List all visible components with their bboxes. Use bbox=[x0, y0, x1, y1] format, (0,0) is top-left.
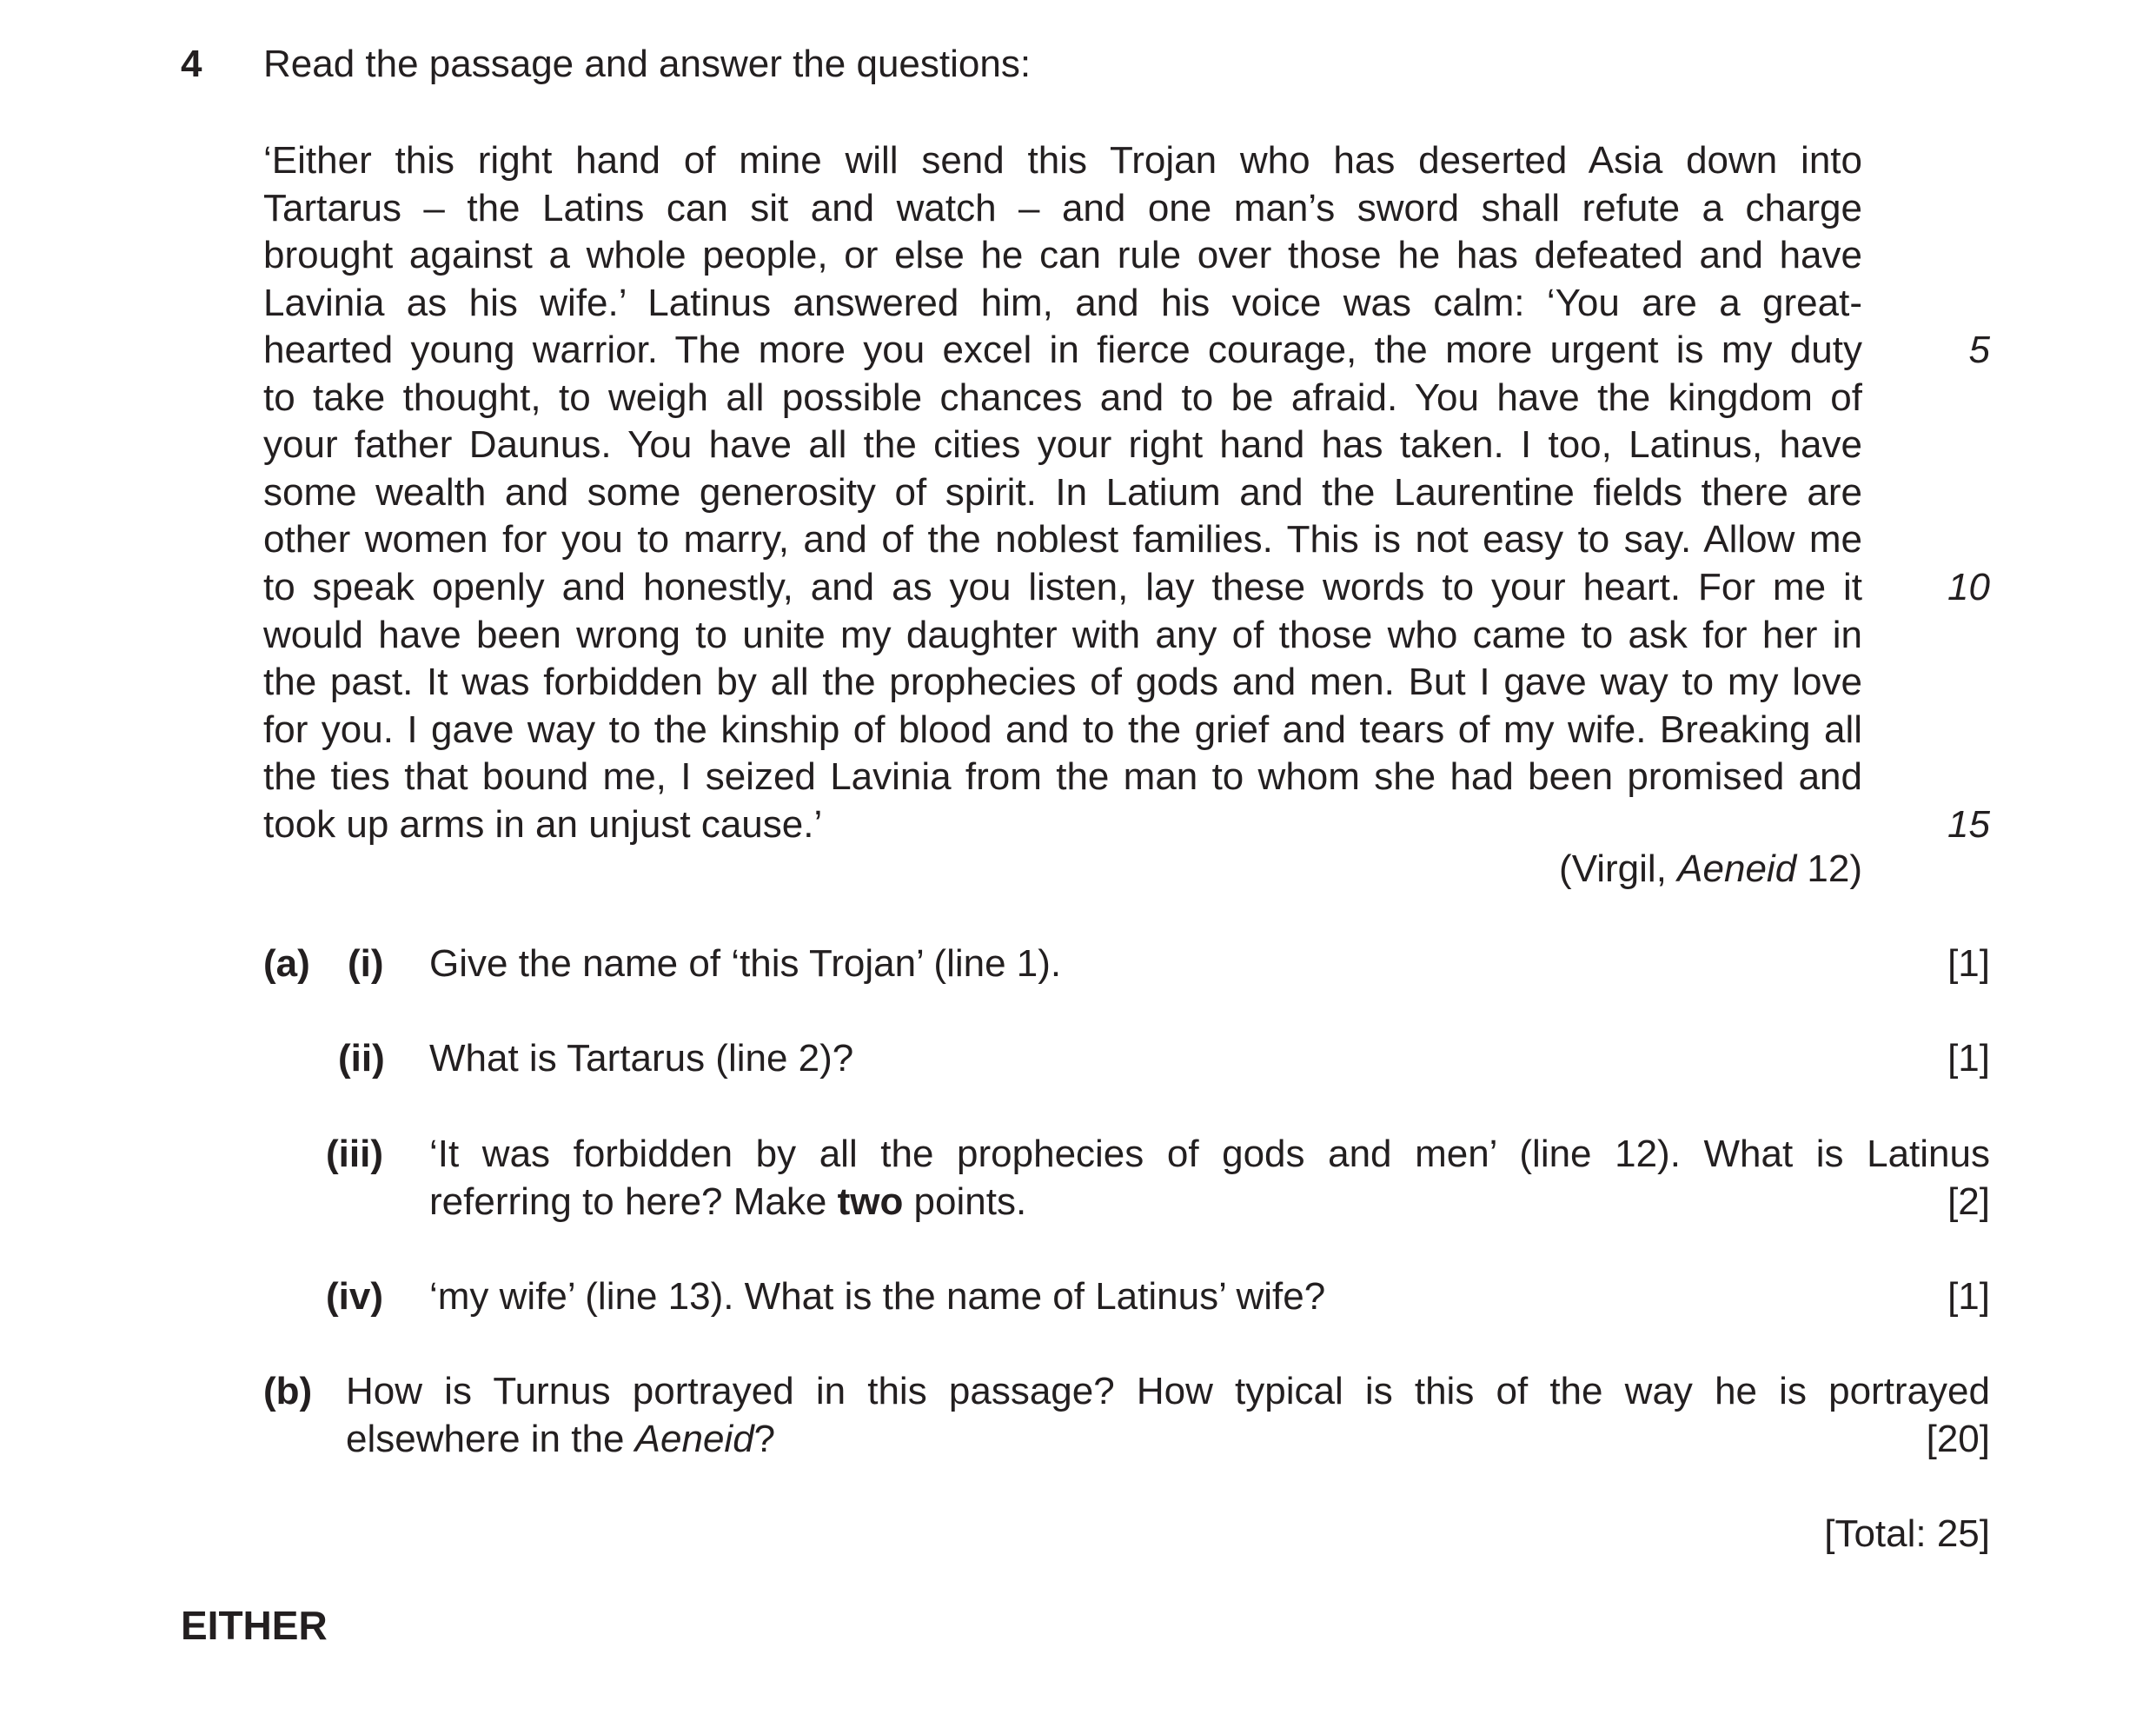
passage-line-6: to take thought, to weigh all possible chances and to be afraid. You have the kingdom of bbox=[263, 376, 1862, 419]
passage-line-1: ‘Either this right hand of mine will send this Trojan who has deserted Asia down into bbox=[263, 139, 1862, 182]
either-heading: EITHER bbox=[181, 1603, 328, 1648]
part-b-work: Aeneid bbox=[634, 1418, 754, 1460]
passage-line-7: your father Daunus. You have all the cities your right hand has taken. I too, Latinus, have bbox=[263, 423, 1862, 466]
part-a-ii-mark: [1] bbox=[1947, 1037, 1990, 1080]
part-a-iii-mark: [2] bbox=[1947, 1180, 1990, 1223]
passage-line-11: would have been wrong to unite my daughter with any of those who came to ask for her in bbox=[263, 614, 1862, 656]
part-a-label: (a) bbox=[263, 942, 310, 985]
part-b-label: (b) bbox=[263, 1370, 313, 1412]
part-b-text-line2 bbox=[346, 1415, 775, 1463]
part-a-iii-text-line1: ‘It was forbidden by all the prophecies of gods and men’ (line 12). What is Latinus bbox=[429, 1133, 1990, 1175]
passage-line-3: brought against a whole people, or else he can rule over those he has defeated and have bbox=[263, 234, 1862, 276]
line-number-15: 15 bbox=[1947, 803, 1990, 846]
part-b-prefix: elsewhere in the bbox=[346, 1418, 635, 1460]
part-a-iii-label: (iii) bbox=[326, 1133, 383, 1175]
passage-line-5: hearted young warrior. The more you excel in fierce courage, the more urgent is my duty bbox=[263, 329, 1862, 371]
part-a-iv-text: ‘my wife’ (line 13). What is the name of Latinus’ wife? bbox=[429, 1275, 1326, 1318]
part-a-ii-text: What is Tartarus (line 2)? bbox=[429, 1037, 854, 1080]
passage-line-2: Tartarus – the Latins can sit and watch – and one man’s sword shall refute a charge bbox=[263, 187, 1862, 229]
total-marks: [Total: 25] bbox=[1824, 1512, 1990, 1555]
part-a-iii-suffix: points. bbox=[903, 1180, 1027, 1223]
passage-line-13: for you. I gave way to the kinship of blood and to the grief and tears of my wife. Breaking all bbox=[263, 708, 1862, 751]
part-a-ii-label: (ii) bbox=[338, 1037, 385, 1080]
part-a-i-label: (i) bbox=[348, 942, 384, 985]
part-a-i-text: Give the name of ‘this Trojan’ (line 1). bbox=[429, 942, 1062, 985]
question-number: 4 bbox=[181, 43, 202, 85]
source-suffix: 12) bbox=[1796, 847, 1862, 890]
part-b-suffix: ? bbox=[753, 1418, 776, 1460]
passage-line-9: other women for you to marry, and of the noblest families. This is not easy to say. Allow me bbox=[263, 518, 1862, 561]
part-a-iii-prefix: referring to here? Make bbox=[429, 1180, 838, 1223]
part-a-iv-label: (iv) bbox=[326, 1275, 383, 1318]
passage-line-15: took up arms in an unjust cause.’ bbox=[263, 803, 823, 846]
line-number-5: 5 bbox=[1968, 329, 1990, 371]
part-b-mark: [20] bbox=[1926, 1418, 1990, 1460]
part-b-text-line1: How is Turnus portrayed in this passage? How typical is this of the way he is portrayed bbox=[346, 1370, 1990, 1412]
question-intro: Read the passage and answer the questions: bbox=[263, 43, 1032, 85]
source-work: Aeneid bbox=[1677, 847, 1797, 890]
passage-source bbox=[263, 845, 1862, 893]
part-a-iii-text-line2 bbox=[429, 1178, 1026, 1226]
passage-line-12: the past. It was forbidden by all the prophecies of gods and men. But I gave way to my love bbox=[263, 661, 1862, 703]
part-a-iv-mark: [1] bbox=[1947, 1275, 1990, 1318]
passage-line-8: some wealth and some generosity of spirit. In Latium and the Laurentine fields there are bbox=[263, 471, 1862, 514]
line-number-10: 10 bbox=[1947, 566, 1990, 608]
source-prefix: (Virgil, bbox=[1559, 847, 1678, 890]
part-a-iii-emphasis: two bbox=[837, 1180, 904, 1223]
passage-line-14: the ties that bound me, I seized Lavinia from the man to whom she had been promised and bbox=[263, 755, 1862, 798]
part-a-i-mark: [1] bbox=[1947, 942, 1990, 985]
passage-line-4: Lavinia as his wife.’ Latinus answered him, and his voice was calm: ‘You are a great- bbox=[263, 282, 1862, 324]
passage-line-10: to speak openly and honestly, and as you listen, lay these words to your heart. For me it bbox=[263, 566, 1862, 608]
